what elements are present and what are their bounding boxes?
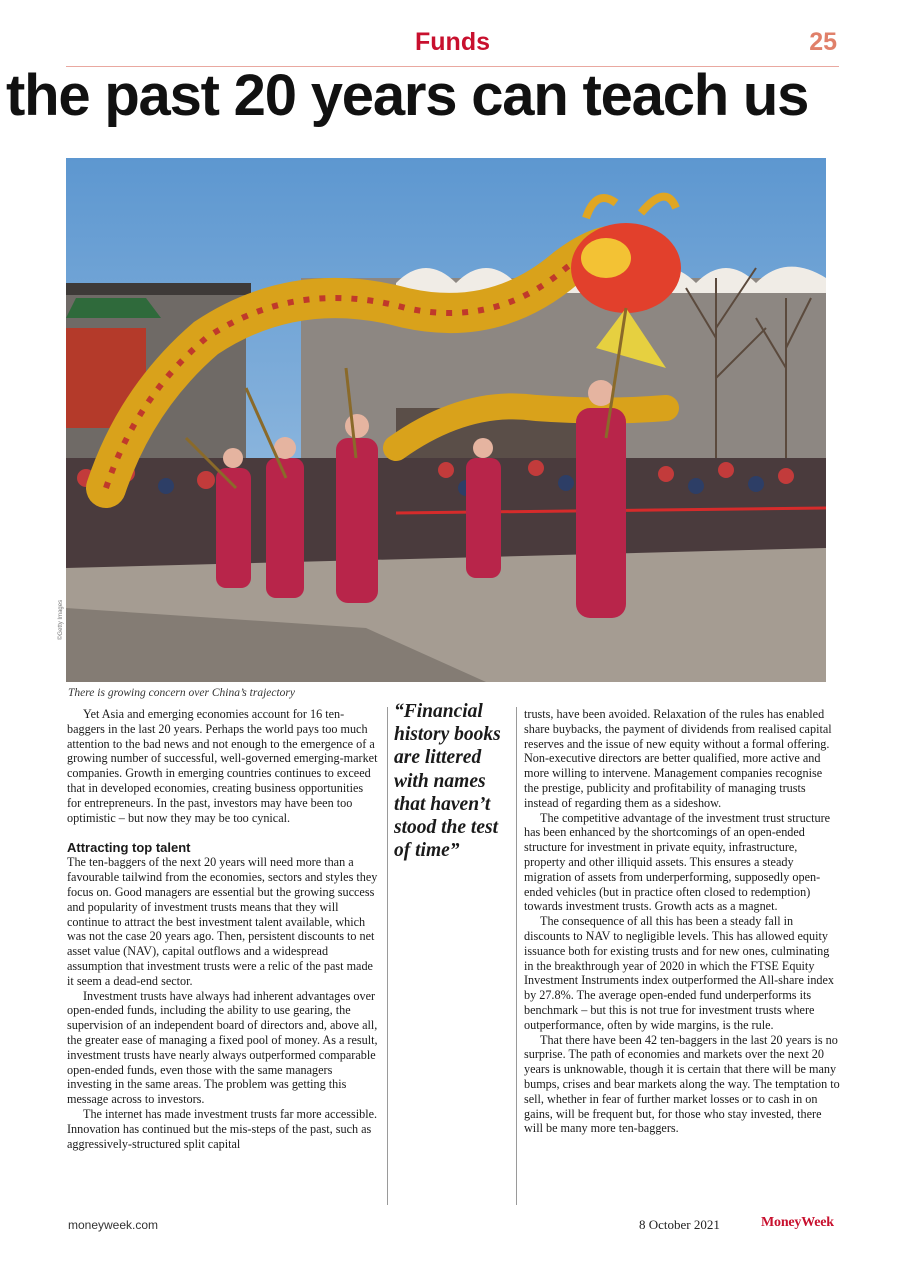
column-divider	[516, 707, 517, 1205]
moneyweek-logo: MoneyWeek	[761, 1215, 834, 1230]
photo-credit: ©Getty Images	[58, 599, 64, 640]
body-paragraph: The competitive advantage of the investment trust structure has been enhanced by the shortcomings of an open-ended structure for investment in private equity, infrastructure, property and other illiquid assets. This ensures a steady migration of assets from underperforming, supposedly open-ended vehicles (but in practice often closed to redemption) towards investment trusts. Growth acts as a magnet.	[524, 810, 831, 914]
headline: the past 20 years can teach us	[6, 63, 809, 128]
column-divider	[387, 707, 388, 1205]
photo-caption: There is growing concern over China’s trajectory	[68, 687, 295, 699]
page-number: 25	[809, 28, 837, 56]
body-paragraph: That there have been 42 ten-baggers in the last 20 years is no surprise. The path of economies and markets over the next 20 years is unknowable, though it is certain that there will be many bumps, crises and bear markets along the way. The temptation to sell, whether in fear of further market losses or to cash in on gains, will be frequent but, for those who stay invested, there will be many more ten-baggers.	[524, 1032, 840, 1136]
column-one	[67, 707, 379, 1151]
subheading: Attracting top talent	[67, 840, 191, 856]
pull-quote: “Financial history books are littered with names that haven’t stood the test of time”	[394, 701, 501, 862]
footer-date: 8 October 2021	[639, 1217, 720, 1232]
section-label: Funds	[415, 28, 490, 56]
footer-site: moneyweek.com	[68, 1218, 159, 1232]
body-paragraph: The consequence of all this has been a steady fall in discounts to NAV to negligible levels. This has allowed equity issuance both for existing trusts and for new ones, culminating in the breakthrough year of 2020 in which the FTSE Equity Investment Instruments index outperformed the All-share index by 27.8%. The average open-ended fund underperforms its benchmark – but this is not true for investment trusts where outperformance, often by wide margins, is the rule.	[524, 914, 835, 1032]
body-paragraph: The internet has made investment trusts far more accessible. Innovation has continued but the mis-steps of the past, such as aggressively-structured split capital	[67, 1106, 378, 1151]
column-three	[524, 707, 840, 1136]
intro-paragraph: Yet Asia and emerging economies account for 16 ten-baggers in the last 20 years. Perhaps the world pays too much attention to the bad news and not enough to the emergence of a growing number of successful, well-governed emerging-market companies. Growth in emerging countries continues to exceed that in developed economies, creating business opportunities for entrepreneurs. In the past, investors may have been too optimistic – but now they may be too cynical.	[67, 707, 378, 825]
dragon-dance-photo	[66, 158, 826, 682]
body-paragraph: trusts, have been avoided. Relaxation of the rules has enabled share buybacks, the payment of dividends from realised capital reserves and the issue of new equity without a formal offering. Non-executive directors are better qualified, more active and more willing to intervene. Management companies recognise the prestige, publicity and profitability of managing trusts instead of regarding them as a sideshow.	[524, 707, 832, 810]
photo-illustration	[66, 158, 826, 682]
body-paragraph: The ten-baggers of the next 20 years will need more than a favourable tailwind from the economies, sectors and styles they focus on. Good managers are essential but the growing success and popularity of investment trusts means that they will continue to attract the best investment talent available, which was not the case 20 years ago. Then, persistent discounts to net asset value (NAV), capital outflows and a widespread assumption that investment trusts were a relic of the past made it seem a dead-end sector.	[67, 855, 378, 988]
body-paragraph: Investment trusts have always had inherent advantages over open-ended funds, including the ability to use gearing, the supervision of an independent board of directors and, above all, the greater ease of managing a fixed pool of money. As a result, investment trusts have nearly always outperformed comparable open-ended funds, even those with the same managers investing in the same areas. The problem was getting this message across to investors.	[67, 988, 378, 1107]
